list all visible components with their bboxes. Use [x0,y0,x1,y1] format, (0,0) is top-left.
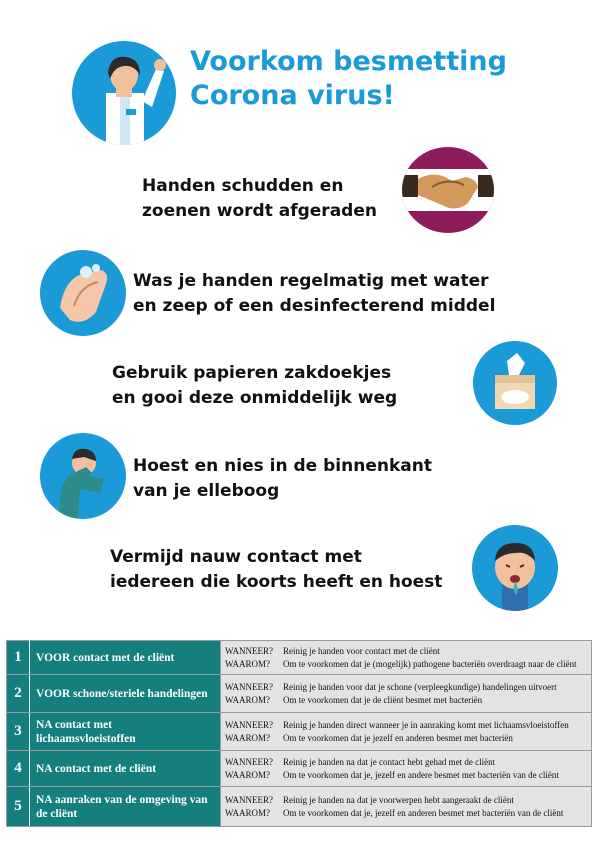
why-text: Om te voorkomen dat je (mogelijk) pathogene bacteriën overdraagt naar de cliënt [283,658,577,669]
when-text: Reinig je handen direct wanneer je in aanraking komt met lichaamsvloeistoffen [283,719,569,730]
tissue-box-icon [473,341,557,425]
tip-avoid-contact [110,545,442,595]
step-label: NA contact met lichaamsvloeistoffen [30,713,221,751]
tip-handshake [142,174,377,224]
when-key: WANNEER? [225,645,273,656]
why-key: WAAROM? [225,732,270,743]
why-key: WAAROM? [225,807,270,818]
tip-line: van je elleboog [133,481,280,501]
step-info [221,675,592,713]
why-text: Om te voorkomen dat je jezelf en anderen besmet met bacteriën [283,732,513,743]
table-row [7,675,592,713]
tip-line: iedereen die koorts heeft en hoest [110,572,443,592]
when-key: WANNEER? [225,719,273,730]
step-number: 2 [7,675,30,713]
why-key: WAAROM? [225,694,270,705]
step-info [221,641,592,675]
tip-wash-hands [133,269,495,319]
why-text: Om te voorkomen dat je de cliënt besmet met bacteriën [283,694,483,705]
tip-line: en zeep of een desinfecterend middel [133,296,496,316]
step-label: VOOR contact met de cliënt [30,641,221,675]
title-line-2: Corona virus! [190,80,395,111]
table-row [7,751,592,787]
step-number: 4 [7,751,30,787]
when-key: WANNEER? [225,681,273,692]
handshake-icon [402,147,494,233]
why-key: WAAROM? [225,769,270,780]
step-number: 5 [7,787,30,827]
table-row [7,713,592,751]
step-number: 1 [7,641,30,675]
when-key: WANNEER? [225,794,273,805]
table-row [7,641,592,675]
sick-person-icon [472,525,558,611]
washing-hands-icon [40,250,126,336]
page-title [190,45,507,113]
when-text: Reinig je handen voor dat je schone (verpleegkundige) handelingen uitvoert [283,681,557,692]
tip-cough-elbow [133,454,432,504]
when-text: Reinig je handen na dat je voorwerpen hebt aangeraakt de cliënt [283,794,514,805]
when-key: WANNEER? [225,756,273,767]
step-info [221,713,592,751]
step-label: VOOR schone/steriele handelingen [30,675,221,713]
tip-line: Vermijd nauw contact met [110,547,362,567]
why-text: Om te voorkomen dat je, jezelf en anderen besmet met bacteriën van de cliënt [283,807,564,818]
step-label: NA contact met de cliënt [30,751,221,787]
tip-line: Handen schudden en [142,176,344,196]
title-line-1: Voorkom besmetting [190,46,507,77]
tip-line: en gooi deze onmiddelijk weg [112,388,398,408]
why-key: WAAROM? [225,658,270,669]
sneeze-elbow-icon [40,433,126,519]
tip-line: zoenen wordt afgeraden [142,201,377,221]
step-number: 3 [7,713,30,751]
doctor-illustration [72,41,176,145]
step-info [221,787,592,827]
tip-line: Was je handen regelmatig met water [133,271,489,291]
step-info [221,751,592,787]
hand-hygiene-table [6,640,592,827]
why-text: Om te voorkomen dat je, jezelf en andere besmet met bacteriën van de cliënt [283,769,559,780]
tip-line: Gebruik papieren zakdoekjes [112,363,392,383]
table-row [7,787,592,827]
when-text: Reinig je handen na dat je contact hebt gehad met de cliënt [283,756,496,767]
step-label: NA aanraken van de omgeving van de cliënt [30,787,221,827]
tip-tissues [112,361,397,411]
tip-line: Hoest en nies in de binnenkant [133,456,432,476]
when-text: Reinig je handen voor contact met de cliënt [283,645,440,656]
